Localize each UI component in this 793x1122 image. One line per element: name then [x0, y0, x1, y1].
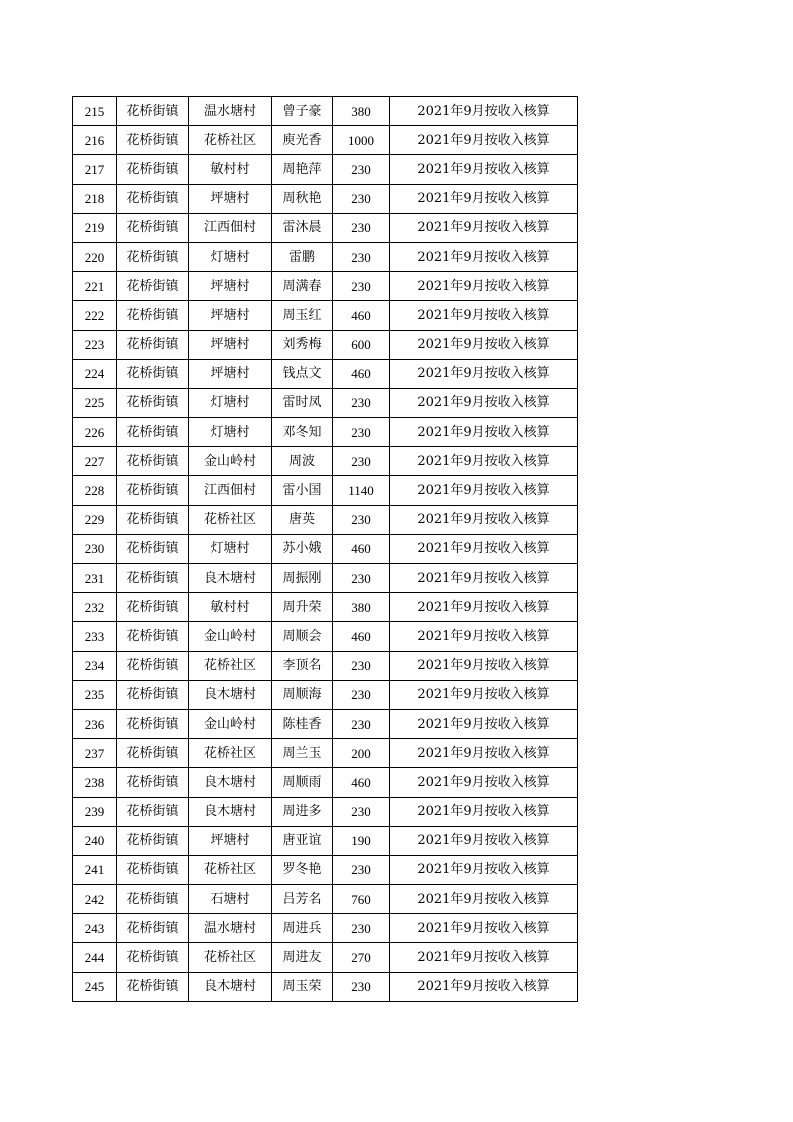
- cell-note: 2021年9月按收入核算: [390, 418, 578, 447]
- table-row: [73, 622, 578, 651]
- cell-amount: 270: [333, 943, 390, 972]
- cell-village: 良木塘村: [189, 564, 272, 593]
- cell-amount: 230: [333, 155, 390, 184]
- cell-name: 唐英: [272, 505, 333, 534]
- cell-note: 2021年9月按收入核算: [390, 184, 578, 213]
- cell-town: 花桥街镇: [117, 184, 189, 213]
- cell-no: 216: [73, 126, 117, 155]
- cell-amount: 190: [333, 826, 390, 855]
- cell-note: 2021年9月按收入核算: [390, 97, 578, 126]
- cell-amount: 1000: [333, 126, 390, 155]
- table-row: [73, 242, 578, 271]
- cell-name: 周振刚: [272, 564, 333, 593]
- cell-amount: 380: [333, 593, 390, 622]
- cell-name: 李顶名: [272, 651, 333, 680]
- cell-town: 花桥街镇: [117, 943, 189, 972]
- cell-no: 221: [73, 272, 117, 301]
- cell-note: 2021年9月按收入核算: [390, 914, 578, 943]
- cell-town: 花桥街镇: [117, 622, 189, 651]
- cell-village: 灯塘村: [189, 242, 272, 271]
- cell-no: 245: [73, 972, 117, 1001]
- cell-town: 花桥街镇: [117, 651, 189, 680]
- table-row: [73, 855, 578, 884]
- table-row: [73, 388, 578, 417]
- cell-town: 花桥街镇: [117, 418, 189, 447]
- table-row: [73, 885, 578, 914]
- cell-no: 231: [73, 564, 117, 593]
- table-row: [73, 476, 578, 505]
- cell-note: 2021年9月按收入核算: [390, 564, 578, 593]
- cell-no: 241: [73, 855, 117, 884]
- cell-name: 邓冬知: [272, 418, 333, 447]
- cell-note: 2021年9月按收入核算: [390, 622, 578, 651]
- cell-name: 刘秀梅: [272, 330, 333, 359]
- cell-town: 花桥街镇: [117, 242, 189, 271]
- table-row: [73, 768, 578, 797]
- table-row: [73, 826, 578, 855]
- cell-name: 周玉红: [272, 301, 333, 330]
- cell-amount: 230: [333, 447, 390, 476]
- cell-town: 花桥街镇: [117, 972, 189, 1001]
- cell-amount: 230: [333, 855, 390, 884]
- cell-town: 花桥街镇: [117, 855, 189, 884]
- cell-no: 234: [73, 651, 117, 680]
- cell-village: 敏村村: [189, 155, 272, 184]
- cell-note: 2021年9月按收入核算: [390, 272, 578, 301]
- table-row: [73, 709, 578, 738]
- cell-amount: 230: [333, 272, 390, 301]
- table-row: [73, 505, 578, 534]
- cell-village: 花桥社区: [189, 651, 272, 680]
- cell-name: 雷沐晨: [272, 213, 333, 242]
- cell-name: 庾光香: [272, 126, 333, 155]
- cell-village: 灯塘村: [189, 418, 272, 447]
- cell-village: 江西佃村: [189, 476, 272, 505]
- cell-amount: 460: [333, 359, 390, 388]
- cell-no: 218: [73, 184, 117, 213]
- cell-amount: 380: [333, 97, 390, 126]
- cell-name: 雷鹏: [272, 242, 333, 271]
- cell-town: 花桥街镇: [117, 826, 189, 855]
- cell-note: 2021年9月按收入核算: [390, 768, 578, 797]
- cell-village: 灯塘村: [189, 388, 272, 417]
- cell-note: 2021年9月按收入核算: [390, 593, 578, 622]
- cell-note: 2021年9月按收入核算: [390, 534, 578, 563]
- cell-no: 217: [73, 155, 117, 184]
- cell-name: 周玉荣: [272, 972, 333, 1001]
- table-row: [73, 943, 578, 972]
- cell-amount: 760: [333, 885, 390, 914]
- cell-name: 周进兵: [272, 914, 333, 943]
- cell-town: 花桥街镇: [117, 505, 189, 534]
- cell-no: 219: [73, 213, 117, 242]
- cell-no: 242: [73, 885, 117, 914]
- cell-village: 花桥社区: [189, 505, 272, 534]
- cell-amount: 460: [333, 301, 390, 330]
- cell-amount: 230: [333, 564, 390, 593]
- cell-amount: 600: [333, 330, 390, 359]
- cell-note: 2021年9月按收入核算: [390, 855, 578, 884]
- cell-town: 花桥街镇: [117, 213, 189, 242]
- cell-amount: 230: [333, 242, 390, 271]
- cell-no: 223: [73, 330, 117, 359]
- cell-note: 2021年9月按收入核算: [390, 797, 578, 826]
- cell-amount: 230: [333, 184, 390, 213]
- cell-town: 花桥街镇: [117, 739, 189, 768]
- cell-note: 2021年9月按收入核算: [390, 476, 578, 505]
- cell-village: 温水塘村: [189, 914, 272, 943]
- cell-amount: 230: [333, 388, 390, 417]
- table-row: [73, 301, 578, 330]
- cell-amount: 460: [333, 534, 390, 563]
- cell-town: 花桥街镇: [117, 885, 189, 914]
- cell-amount: 460: [333, 622, 390, 651]
- cell-no: 233: [73, 622, 117, 651]
- cell-no: 236: [73, 709, 117, 738]
- cell-no: 240: [73, 826, 117, 855]
- cell-note: 2021年9月按收入核算: [390, 330, 578, 359]
- cell-note: 2021年9月按收入核算: [390, 359, 578, 388]
- cell-village: 花桥社区: [189, 739, 272, 768]
- cell-town: 花桥街镇: [117, 476, 189, 505]
- cell-amount: 230: [333, 797, 390, 826]
- table-row: [73, 914, 578, 943]
- cell-village: 花桥社区: [189, 126, 272, 155]
- cell-amount: 230: [333, 709, 390, 738]
- cell-village: 坪塘村: [189, 272, 272, 301]
- cell-no: 224: [73, 359, 117, 388]
- cell-note: 2021年9月按收入核算: [390, 826, 578, 855]
- cell-amount: 230: [333, 972, 390, 1001]
- cell-village: 坪塘村: [189, 359, 272, 388]
- table-row: [73, 418, 578, 447]
- cell-village: 良木塘村: [189, 680, 272, 709]
- cell-name: 曾子豪: [272, 97, 333, 126]
- cell-name: 雷时凤: [272, 388, 333, 417]
- cell-no: 225: [73, 388, 117, 417]
- cell-amount: 200: [333, 739, 390, 768]
- cell-note: 2021年9月按收入核算: [390, 739, 578, 768]
- cell-town: 花桥街镇: [117, 564, 189, 593]
- cell-village: 坪塘村: [189, 330, 272, 359]
- cell-village: 花桥社区: [189, 855, 272, 884]
- cell-name: 周顺会: [272, 622, 333, 651]
- cell-name: 唐亚谊: [272, 826, 333, 855]
- cell-town: 花桥街镇: [117, 272, 189, 301]
- cell-note: 2021年9月按收入核算: [390, 505, 578, 534]
- cell-town: 花桥街镇: [117, 155, 189, 184]
- cell-village: 金山岭村: [189, 447, 272, 476]
- cell-note: 2021年9月按收入核算: [390, 447, 578, 476]
- cell-no: 227: [73, 447, 117, 476]
- cell-village: 良木塘村: [189, 797, 272, 826]
- table-row: [73, 213, 578, 242]
- cell-no: 215: [73, 97, 117, 126]
- table-body: [73, 97, 578, 1002]
- cell-name: 罗冬艳: [272, 855, 333, 884]
- cell-village: 温水塘村: [189, 97, 272, 126]
- table-row: [73, 651, 578, 680]
- cell-name: 吕芳名: [272, 885, 333, 914]
- cell-no: 237: [73, 739, 117, 768]
- cell-town: 花桥街镇: [117, 97, 189, 126]
- cell-village: 坪塘村: [189, 826, 272, 855]
- cell-village: 灯塘村: [189, 534, 272, 563]
- cell-note: 2021年9月按收入核算: [390, 972, 578, 1001]
- cell-name: 陈桂香: [272, 709, 333, 738]
- table-row: [73, 97, 578, 126]
- cell-amount: 230: [333, 680, 390, 709]
- cell-village: 敏村村: [189, 593, 272, 622]
- cell-no: 238: [73, 768, 117, 797]
- cell-name: 周顺海: [272, 680, 333, 709]
- cell-town: 花桥街镇: [117, 593, 189, 622]
- cell-name: 周波: [272, 447, 333, 476]
- cell-village: 坪塘村: [189, 301, 272, 330]
- cell-note: 2021年9月按收入核算: [390, 709, 578, 738]
- table-row: [73, 739, 578, 768]
- cell-no: 232: [73, 593, 117, 622]
- cell-village: 金山岭村: [189, 709, 272, 738]
- cell-no: 235: [73, 680, 117, 709]
- cell-amount: 230: [333, 651, 390, 680]
- cell-name: 周进友: [272, 943, 333, 972]
- cell-village: 坪塘村: [189, 184, 272, 213]
- cell-village: 良木塘村: [189, 768, 272, 797]
- cell-town: 花桥街镇: [117, 359, 189, 388]
- cell-note: 2021年9月按收入核算: [390, 126, 578, 155]
- cell-name: 周秋艳: [272, 184, 333, 213]
- cell-name: 周艳萍: [272, 155, 333, 184]
- cell-town: 花桥街镇: [117, 680, 189, 709]
- cell-name: 雷小国: [272, 476, 333, 505]
- table-row: [73, 593, 578, 622]
- cell-village: 石塘村: [189, 885, 272, 914]
- cell-note: 2021年9月按收入核算: [390, 242, 578, 271]
- cell-name: 钱点文: [272, 359, 333, 388]
- cell-town: 花桥街镇: [117, 709, 189, 738]
- cell-note: 2021年9月按收入核算: [390, 680, 578, 709]
- cell-note: 2021年9月按收入核算: [390, 651, 578, 680]
- cell-no: 222: [73, 301, 117, 330]
- cell-town: 花桥街镇: [117, 447, 189, 476]
- cell-note: 2021年9月按收入核算: [390, 885, 578, 914]
- cell-note: 2021年9月按收入核算: [390, 943, 578, 972]
- cell-town: 花桥街镇: [117, 768, 189, 797]
- cell-town: 花桥街镇: [117, 534, 189, 563]
- cell-amount: 230: [333, 418, 390, 447]
- table-row: [73, 534, 578, 563]
- cell-no: 230: [73, 534, 117, 563]
- cell-village: 良木塘村: [189, 972, 272, 1001]
- cell-note: 2021年9月按收入核算: [390, 213, 578, 242]
- cell-name: 周进多: [272, 797, 333, 826]
- table-row: [73, 272, 578, 301]
- cell-no: 220: [73, 242, 117, 271]
- cell-name: 苏小娥: [272, 534, 333, 563]
- table-row: [73, 359, 578, 388]
- cell-no: 239: [73, 797, 117, 826]
- table-row: [73, 155, 578, 184]
- cell-name: 周兰玉: [272, 739, 333, 768]
- table-row: [73, 564, 578, 593]
- cell-town: 花桥街镇: [117, 126, 189, 155]
- table-row: [73, 184, 578, 213]
- cell-amount: 230: [333, 505, 390, 534]
- cell-town: 花桥街镇: [117, 330, 189, 359]
- cell-note: 2021年9月按收入核算: [390, 155, 578, 184]
- cell-town: 花桥街镇: [117, 301, 189, 330]
- cell-village: 花桥社区: [189, 943, 272, 972]
- cell-town: 花桥街镇: [117, 914, 189, 943]
- cell-note: 2021年9月按收入核算: [390, 388, 578, 417]
- table-row: [73, 972, 578, 1001]
- cell-amount: 230: [333, 914, 390, 943]
- cell-no: 229: [73, 505, 117, 534]
- cell-no: 228: [73, 476, 117, 505]
- cell-no: 226: [73, 418, 117, 447]
- table-row: [73, 447, 578, 476]
- cell-amount: 230: [333, 213, 390, 242]
- cell-town: 花桥街镇: [117, 797, 189, 826]
- cell-village: 江西佃村: [189, 213, 272, 242]
- cell-village: 金山岭村: [189, 622, 272, 651]
- table-row: [73, 680, 578, 709]
- cell-amount: 460: [333, 768, 390, 797]
- cell-amount: 1140: [333, 476, 390, 505]
- table-row: [73, 126, 578, 155]
- cell-no: 243: [73, 914, 117, 943]
- subsidy-table: [72, 96, 578, 1002]
- table-row: [73, 330, 578, 359]
- cell-note: 2021年9月按收入核算: [390, 301, 578, 330]
- cell-name: 周升荣: [272, 593, 333, 622]
- table-row: [73, 797, 578, 826]
- cell-name: 周顺雨: [272, 768, 333, 797]
- cell-name: 周满春: [272, 272, 333, 301]
- cell-town: 花桥街镇: [117, 388, 189, 417]
- cell-no: 244: [73, 943, 117, 972]
